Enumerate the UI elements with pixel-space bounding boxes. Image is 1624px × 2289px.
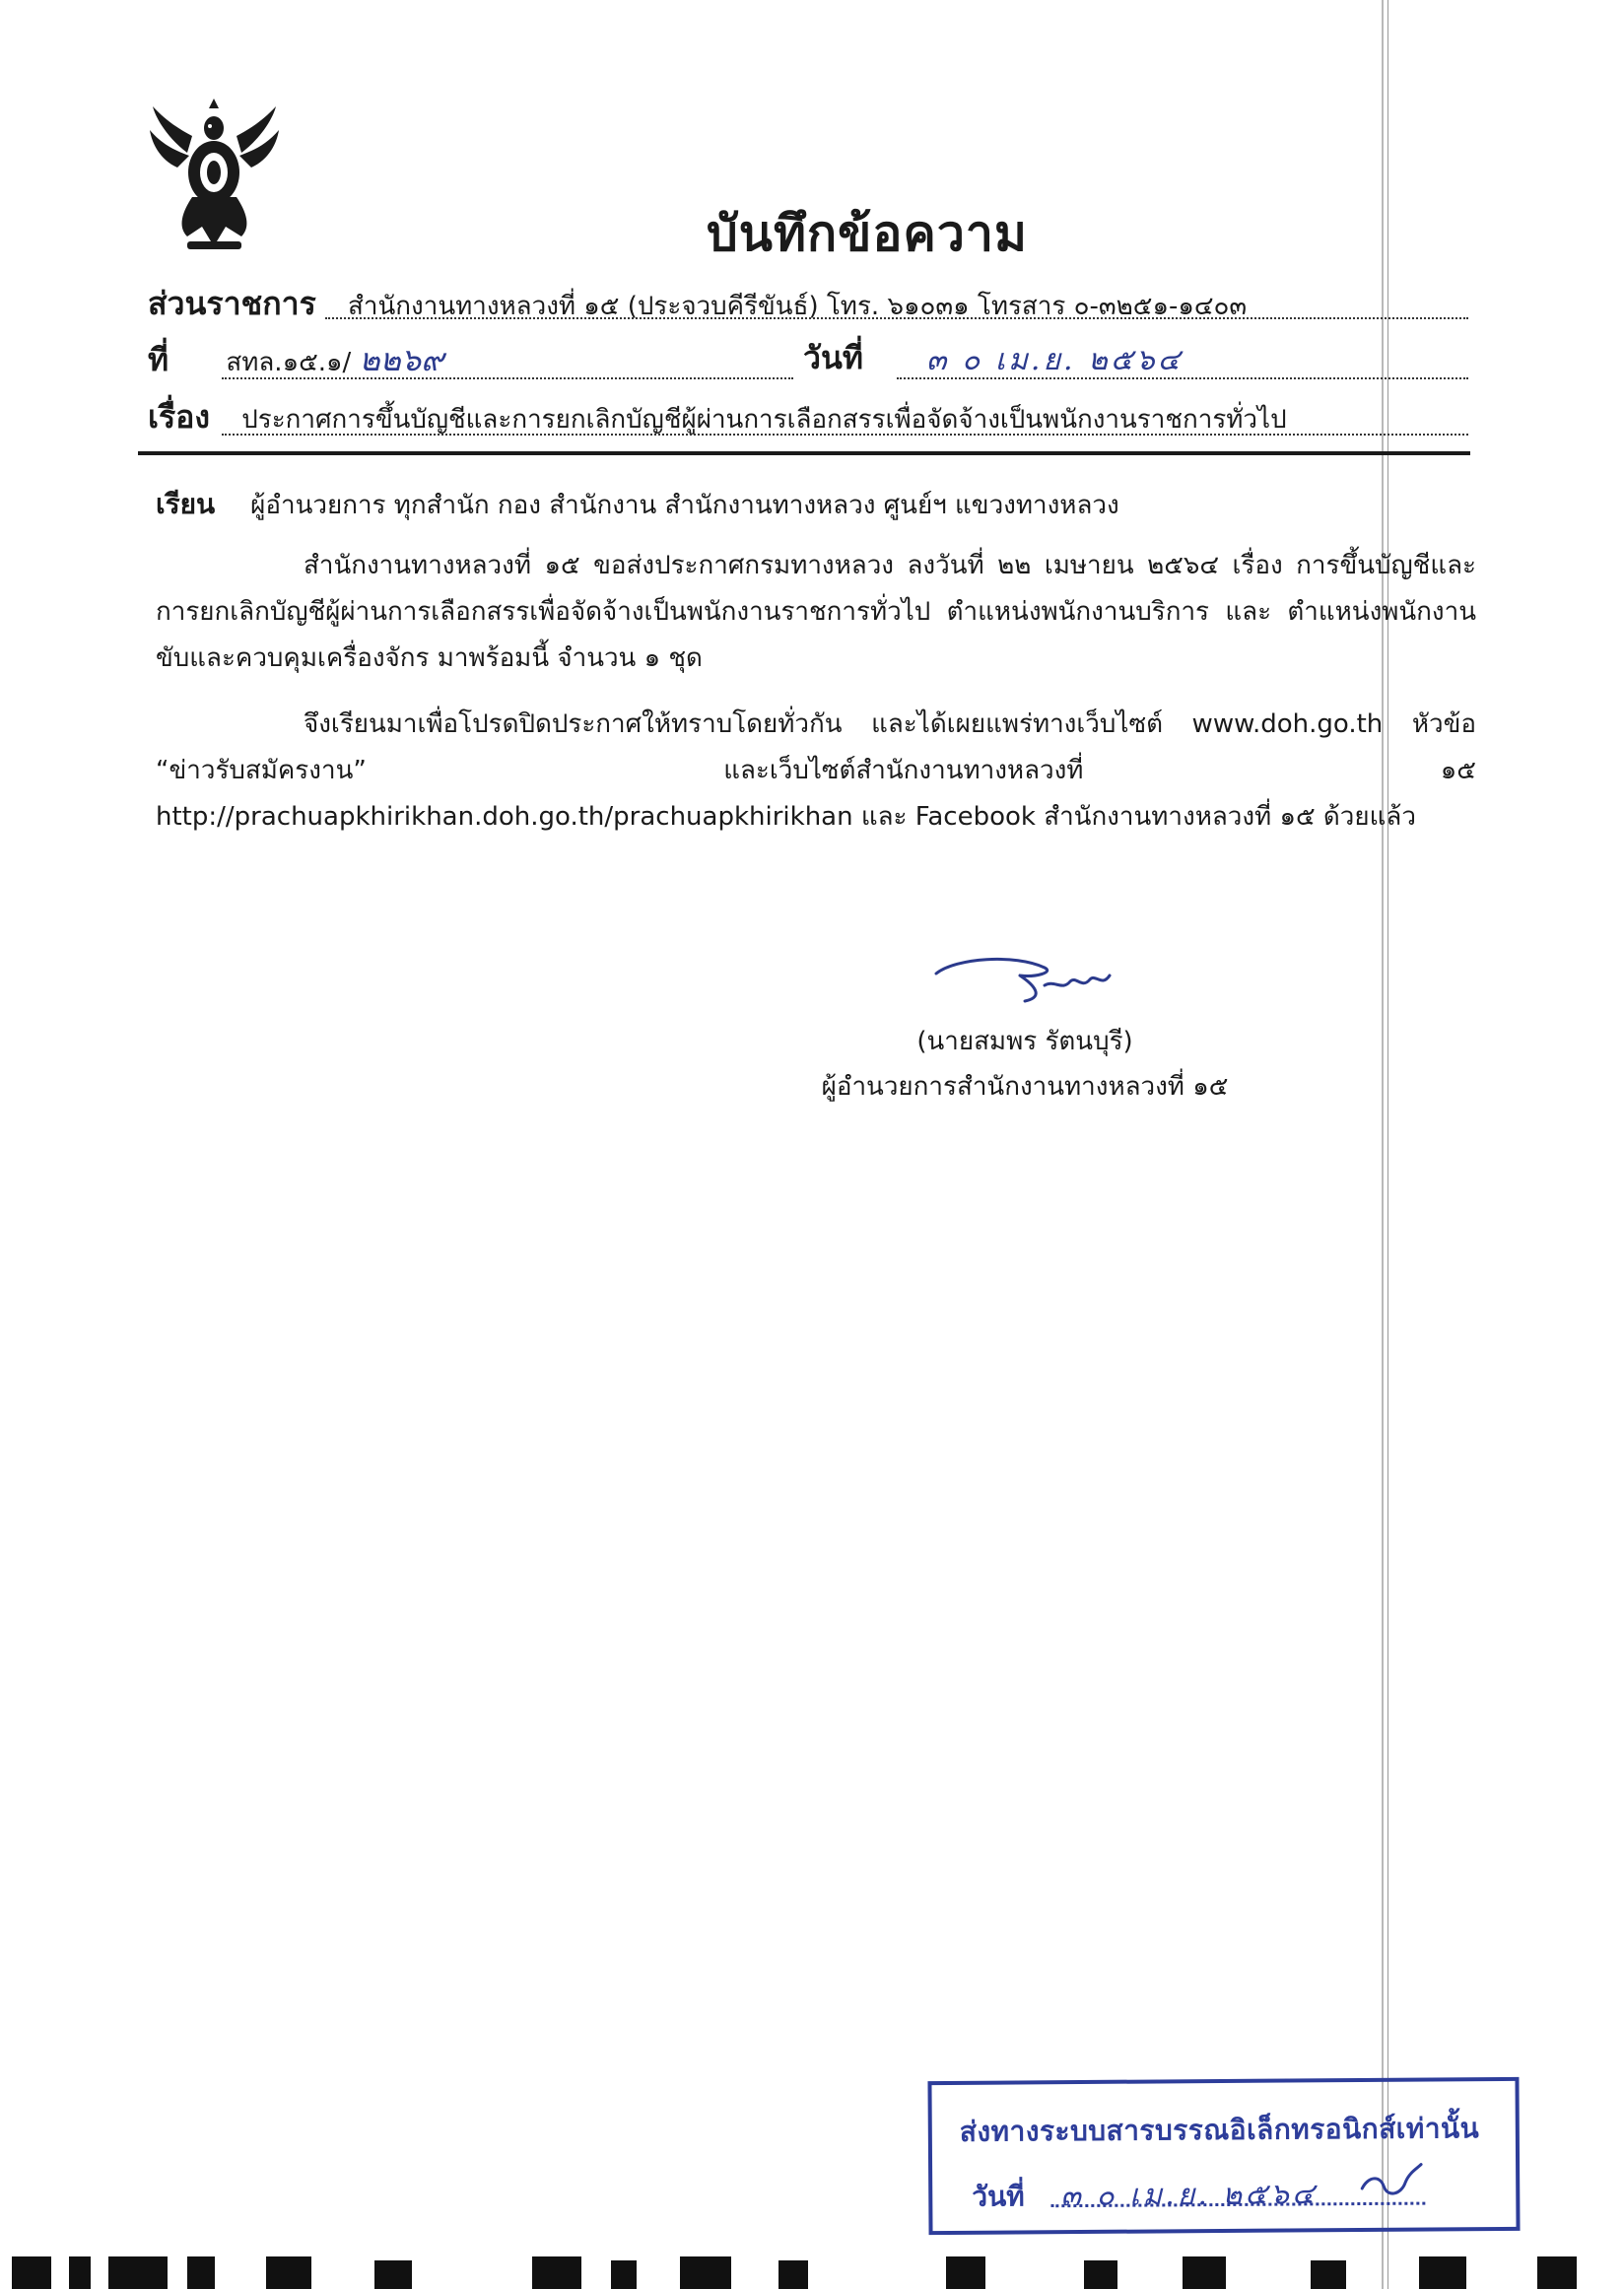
header-divider	[138, 451, 1470, 455]
scan-artifact-line	[1387, 0, 1388, 2289]
body-paragraph-1	[156, 543, 1476, 682]
salutation-value: ผู้อำนวยการ ทุกสำนัก กอง สำนักงาน สำนักงานทางหลวง ศูนย์ฯ แขวงทางหลวง	[250, 491, 1119, 520]
stamp-title: ส่งทางระบบสารบรรณอิเล็กทรอนิกส์เท่านั้น	[959, 2112, 1480, 2148]
handwritten-signature	[926, 946, 1123, 1009]
stamp-initial-mark	[1356, 2159, 1425, 2208]
memo-body	[156, 481, 1476, 841]
dotted-line	[222, 377, 793, 379]
date-value: ๓ ๐ เม.ย. ๒๕๖๔	[926, 343, 1184, 377]
date-label: วันที่	[803, 339, 863, 376]
subject-value: ประกาศการขึ้นบัญชีและการยกเลิกบัญชีผู้ผ่านการเลือกสรรเพื่อจัดจ้างเป็นพนักงานราชการทั่วไป	[241, 405, 1287, 435]
memo-title: บันทึกข้อความ	[707, 205, 1028, 262]
garuda-emblem-icon	[148, 99, 281, 254]
stamp-date-value: ๓ ๐ เม.ย. ๒๕๖๔	[1060, 2177, 1318, 2214]
dotted-line	[325, 317, 1468, 319]
paragraph-2-text: จึงเรียนมาเพื่อโปรดปิดประกาศให้ทราบโดยทั่วกัน และได้เผยแพร่ทางเว็บไซต์ www.doh.go.th หัวข้อ “ข่าวรับสมัครงาน” และเว็บไซต์สำนักงานทางหลวงที่ ๑๕ http://prachuapkhirikhan.doh.go.th/prachuapkhirikhan และ Facebook สำนักงานทางหลวงที่ ๑๕ ด้วยแล้ว	[156, 709, 1476, 832]
department-value: สำนักงานทางหลวงที่ ๑๕ (ประจวบคีรีขันธ์) โทร. ๖๑๐๓๑ โทรสาร ๐-๓๒๕๑-๑๔๐๓	[348, 292, 1248, 321]
subject-label: เรื่อง	[148, 398, 210, 436]
e-saraban-stamp	[927, 2077, 1520, 2235]
signer-name: (นายสมพร รัตนบุรี)	[916, 1027, 1133, 1056]
stamp-date-label: วันที่	[972, 2180, 1025, 2213]
dotted-line	[222, 434, 1468, 436]
scan-artifact-line	[1382, 0, 1384, 2289]
department-row	[148, 279, 1247, 329]
signature-block	[788, 946, 1261, 1110]
reference-number: ๒๒๖๙	[359, 341, 444, 378]
dotted-line	[897, 377, 1468, 379]
paragraph-1-text: สำนักงานทางหลวงที่ ๑๕ ขอส่งประกาศกรมทางหลวง ลงวันที่ ๒๒ เมษายน ๒๕๖๔ เรื่อง การขึ้นบัญชีและการยกเลิกบัญชีผู้ผ่านการเลือกสรรเพื่อจัดจ้างเป็นพนักงานราชการทั่วไป ตำแหน่งพนักงานบริการ และ ตำแหน่งพนักงานขับและควบคุมเครื่องจักร มาพร้อมนี้ จำนวน ๑ ชุด	[156, 551, 1476, 673]
department-label: ส่วนราชการ	[148, 285, 316, 322]
salutation	[156, 481, 1476, 529]
date-row	[803, 333, 863, 383]
reference-label: ที่	[148, 341, 169, 378]
signer-position: ผู้อำนวยการสำนักงานทางหลวงที่ ๑๕	[821, 1072, 1229, 1102]
scan-artifact-shapes	[0, 2245, 1624, 2289]
scan-bottom-artifact	[0, 2245, 1624, 2289]
reference-prefix: สทล.๑๕.๑/	[226, 348, 352, 377]
salutation-label: เรียน	[156, 488, 216, 520]
body-paragraph-2	[156, 702, 1476, 841]
